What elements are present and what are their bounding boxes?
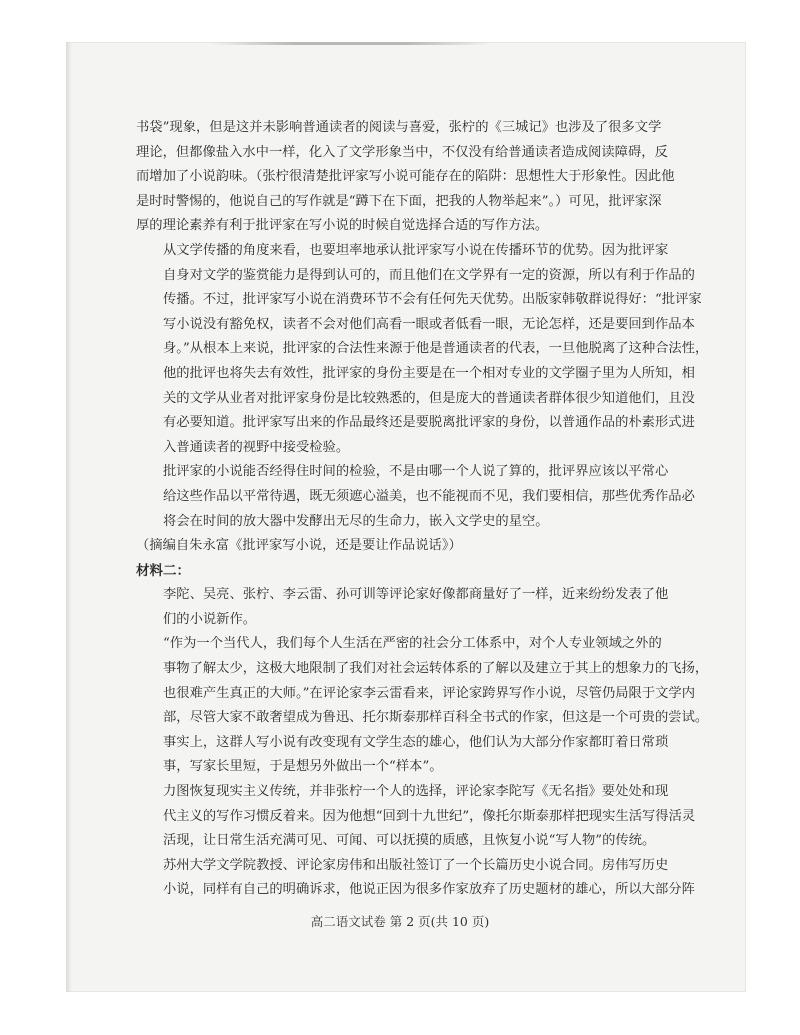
text-line: 是时时警惕的，他说自己的写作就是“蹲下在下面，把我的人物举起来”。）可见，批评家深 bbox=[136, 193, 662, 209]
text-line: 部，尽管大家不敢奢望成为鲁迅、托尔斯泰那样百科全书式的作家，但这是一个可贵的尝试。 bbox=[163, 710, 709, 726]
text-line: 批评家的小说能否经得住时间的检验，不是由哪一个人说了算的，批评界应该以平常心 bbox=[163, 464, 669, 480]
text-line: 传播。不过，批评家写小说在消费环节不会有任何先天优势。出版家韩敬群说得好：“批评家 bbox=[163, 292, 702, 308]
text-line: 书袋”现象，但是这并未影响普通读者的阅读与喜爱，张柠的《三城记》也涉及了很多文学 bbox=[136, 120, 662, 135]
text-line: 代主义的写作习惯反着来。因为他想“回到十九世纪”，像托尔斯泰那样把现实生活写得活灵 bbox=[163, 808, 696, 824]
text-line: 而增加了小说韵味。（张柠很清楚批评家写小说可能存在的陷阱：思想性大于形象性。因此他 bbox=[136, 169, 675, 185]
text-line: 李陀、吴亮、张柠、李云雷、孙可训等评论家好像都商量好了一样，近来纷纷发表了他 bbox=[163, 587, 669, 603]
sheet-edge-shadow bbox=[66, 42, 72, 992]
text-line: 苏州大学文学院教授、评论家房伟和出版社签订了一个长篇历史小说合同。房伟写历史 bbox=[163, 857, 669, 873]
section-heading: 材料二： bbox=[136, 562, 190, 579]
paragraph bbox=[136, 632, 709, 730]
paragraph bbox=[136, 583, 672, 632]
paragraph bbox=[136, 854, 695, 903]
text-line: 给这些作品以平常待遇，既无须遮心溢美，也不能视而不见，我们要相信，那些优秀作品必 bbox=[163, 488, 695, 504]
material-one-text bbox=[136, 116, 709, 534]
page-footer: 高二语文试卷 第 2 页(共 10 页) bbox=[310, 914, 490, 929]
material-two-text bbox=[136, 583, 709, 903]
text-line: 事物了解太少，这极大地限制了我们对社会运转体系的了解以及建立于其上的想象力的飞扬， bbox=[163, 661, 709, 677]
text-line: 力图恢复现实主义传统，并非张柠一个人的选择，评论家李陀写《无名指》要处处和现 bbox=[163, 784, 669, 800]
text-line: 关的文学从业者对批评家身份是比较熟悉的，但是庞大的普通读者群体很少知道他们，且没 bbox=[163, 390, 695, 406]
text-line: 们的小说新作。 bbox=[163, 611, 257, 627]
text-line: 从文学传播的角度来看，也要坦率地承认批评家写小说在传播环节的优势。因为批评家 bbox=[163, 242, 669, 258]
text-line: 写小说没有豁免权，读者不会对他们高看一眼或者低看一眼，无论怎样，还是要回到作品本 bbox=[163, 316, 695, 332]
paragraph bbox=[136, 780, 696, 854]
text-line: “作为一个当代人，我们每个人生活在严密的社会分工体系中，对个人专业领域之外的 bbox=[163, 636, 662, 652]
text-line: 理论，但都像盐入水中一样，化入了文学形象当中，不仅没有给普通读者造成阅读障碍，反 bbox=[136, 144, 668, 160]
text-line: 活现，让日常生活充满可见、可闻、可以抚摸的质感，且恢复小说“写人物”的传统。 bbox=[163, 833, 656, 849]
paragraph bbox=[136, 731, 672, 780]
text-line: 有必要知道。批评家写出来的作品最终还是要脱离批评家的身份，以普通作品的朴素形式进 bbox=[163, 415, 695, 431]
text-line: 事实上，这群人写小说有改变现有文学生态的雄心，他们认为大部分作家都盯着日常琐 bbox=[163, 734, 669, 750]
paragraph bbox=[136, 239, 709, 460]
scan-top-mark bbox=[210, 42, 490, 45]
page-content bbox=[136, 116, 709, 903]
text-line: 将会在时间的放大器中发酵出无尽的生命力，嵌入文学史的星空。 bbox=[163, 513, 549, 529]
text-line: 小说，同样有自己的明确诉求，他说正因为很多作家放弃了历史题材的雄心，所以大部分阵 bbox=[163, 882, 695, 898]
text-line: 厚的理论素养有利于批评家在写小说的时候自觉选择合适的写作方法。 bbox=[136, 218, 549, 234]
text-line: 事，写家长里短，于是想另外做出一个“样本”。 bbox=[163, 759, 443, 775]
source-citation: （摘编自朱永富《批评家写小说，还是要让作品说话》） bbox=[136, 538, 462, 554]
paragraph bbox=[136, 116, 675, 239]
paragraph bbox=[136, 460, 695, 534]
text-line: 自身对文学的鉴赏能力是得到认可的，而且他们在文学界有一定的资源，所以有利于作品的 bbox=[163, 267, 695, 283]
text-line: 身。”从根本上来说，批评家的合法性来源于他是普通读者的代表，一旦他脱离了这种合法性， bbox=[163, 341, 709, 357]
text-line: 入普通读者的视野中接受检验。 bbox=[163, 439, 350, 455]
text-line: 也很难产生真正的大师。”在评论家李云雷看来，评论家跨界写作小说，尽管仍局限于文学内 bbox=[163, 685, 696, 701]
text-line: 他的批评也将失去有效性，批评家的身份主要是在一个相对专业的文学圈子里为人所知，相 bbox=[163, 365, 695, 381]
